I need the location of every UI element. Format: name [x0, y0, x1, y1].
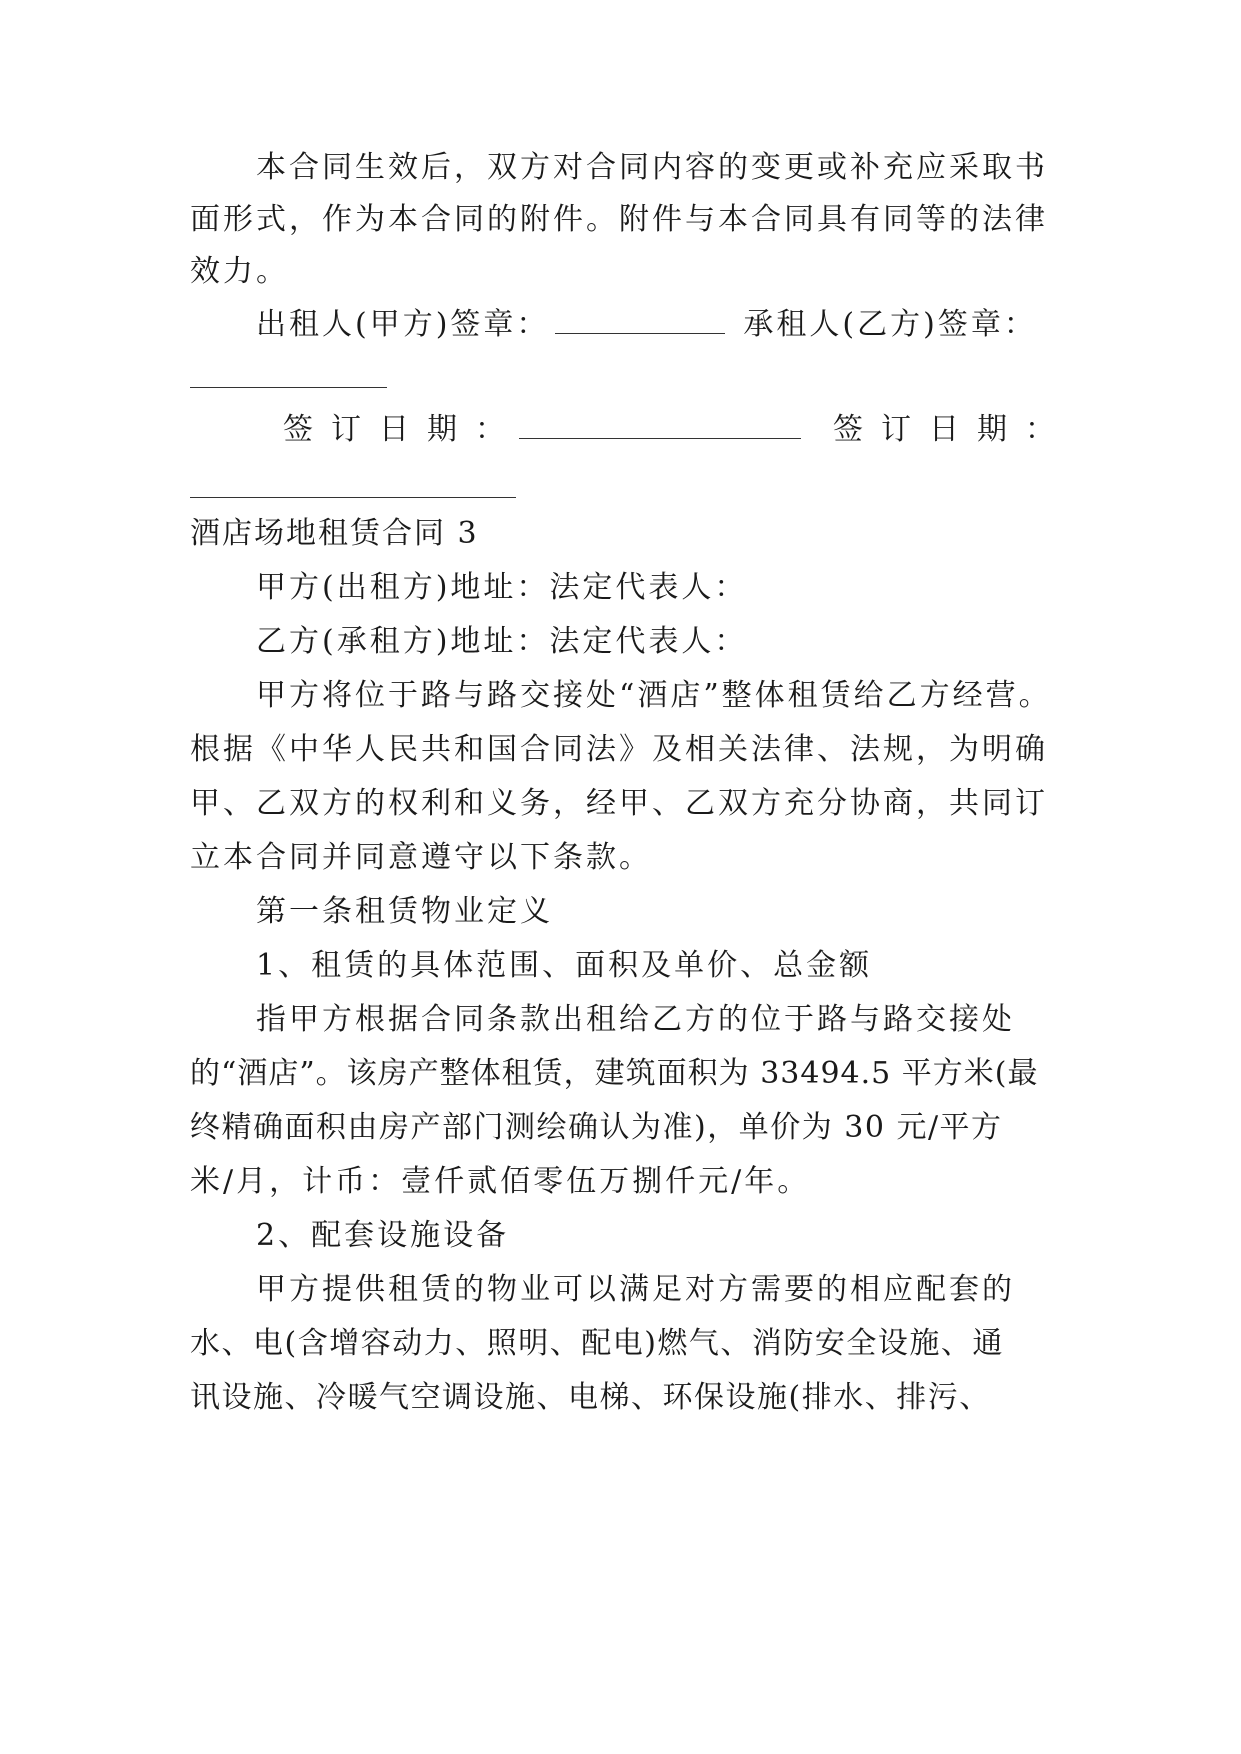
party-a-line: 甲方(出租方)地址：法定代表人： [256, 570, 748, 605]
lessor-signature-blank [555, 307, 725, 334]
item-heading: 1、租赁的具体范围、面积及单价、总金额 [256, 948, 873, 983]
paragraph-line: 面形式，作为本合同的附件。附件与本合同具有同等的法律 [190, 202, 1048, 237]
date-label-lessee: 签订日期： [833, 412, 1073, 447]
paragraph-line: 甲方提供租赁的物业可以满足对方需要的相应配套的 [256, 1272, 1015, 1307]
lessee-signature-blank [190, 387, 387, 388]
article-heading: 第一条租赁物业定义 [256, 894, 553, 929]
paragraph-line: 甲、乙双方的权利和义务，经甲、乙双方充分协商，共同订 [190, 786, 1048, 821]
paragraph-line: 米/月，计币：壹仟贰佰零伍万捌仟元/年。 [190, 1164, 811, 1199]
paragraph-line: 甲方将位于路与路交接处“酒店”整体租赁给乙方经营。 [256, 678, 1052, 713]
paragraph-line: 讯设施、冷暖气空调设施、电梯、环保设施(排水、排污、 [190, 1380, 991, 1415]
paragraph-line: 的“酒店”。该房产整体租赁，建筑面积为 33494.5 平方米(最 [190, 1056, 1039, 1091]
paragraph-line: 水、电(含增容动力、照明、配电)燃气、消防安全设施、通 [190, 1326, 1004, 1361]
date-row [283, 410, 1073, 450]
party-b-line: 乙方(承租方)地址：法定代表人： [256, 624, 748, 659]
paragraph-line: 根据《中华人民共和国合同法》及相关法律、法规，为明确 [190, 732, 1048, 767]
signature-row [256, 305, 1037, 345]
date-blank-lessee [190, 497, 516, 498]
paragraph-line: 指甲方根据合同条款出租给乙方的位于路与路交接处 [256, 1002, 1015, 1037]
paragraph-line: 立本合同并同意遵守以下条款。 [190, 840, 652, 875]
lessor-signature-label: 出租人(甲方)签章： [256, 307, 550, 342]
date-blank-lessor [519, 412, 801, 439]
paragraph-line: 终精确面积由房产部门测绘确认为准)，单价为 30 元/平方 [190, 1110, 1003, 1145]
paragraph-line: 效力。 [190, 254, 289, 289]
item-heading: 2、配套设施设备 [256, 1218, 510, 1253]
paragraph-line: 本合同生效后，双方对合同内容的变更或补充应采取书 [256, 150, 1048, 185]
lessee-signature-label: 承租人(乙方)签章： [743, 307, 1037, 342]
section-title: 酒店场地租赁合同 3 [190, 516, 479, 551]
date-label-lessor: 签订日期： [283, 412, 523, 447]
